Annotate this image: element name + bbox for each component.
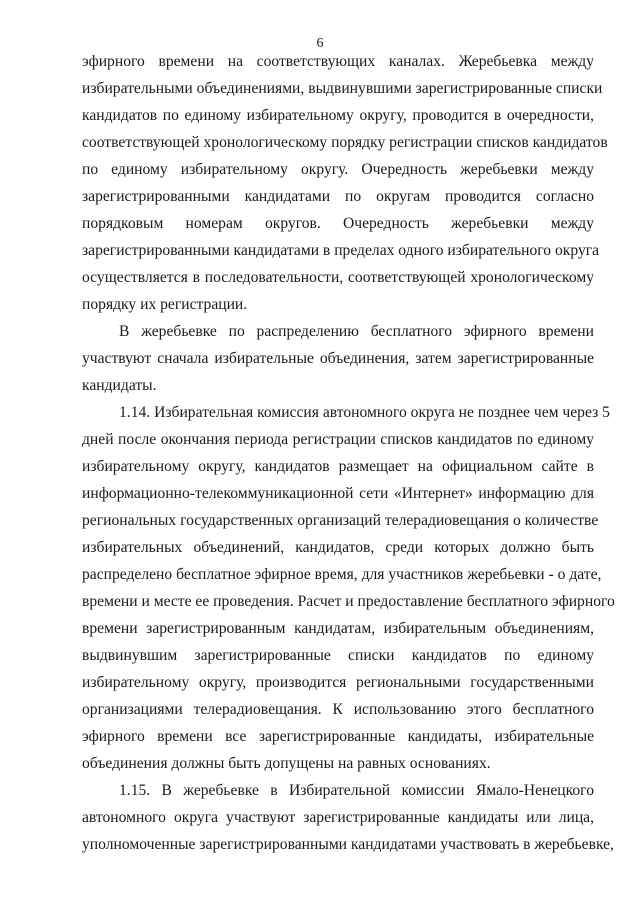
text-line: автономного округа участвуют зарегистрированные кандидаты или лица, <box>82 809 594 826</box>
text-line: эфирного времени все зарегистрированные кандидаты, избирательные <box>82 728 594 745</box>
text-line: выдвинувшим зарегистрированные списки кандидатов по единому <box>82 647 594 664</box>
text-line: уполномоченные зарегистрированными кандидатами участвовать в жеребьевке, <box>82 836 614 853</box>
text-line: зарегистрированными кандидатами по округам проводится согласно <box>82 188 594 205</box>
text-line: времени зарегистрированным кандидатам, избирательным объединениям, <box>82 620 594 637</box>
text-line: организациями телерадиовещания. К использованию этого бесплатного <box>82 701 594 718</box>
text-line: В жеребьевке по распределению бесплатного эфирного времени <box>119 323 594 340</box>
text-line: соответствующей хронологическому порядку регистрации списков кандидатов <box>82 134 608 151</box>
text-line: эфирного времени на соответствующих каналах. Жеребьевка между <box>82 53 594 70</box>
text-line: распределено бесплатное эфирное время, для участников жеребьевки - о дате, <box>82 566 602 583</box>
paragraph-p4 <box>82 777 614 858</box>
paragraph-p1 <box>82 48 608 318</box>
text-line: порядковым номерам округов. Очередность жеребьевки между <box>82 215 594 232</box>
text-line: объединения должны быть допущены на равных основаниях. <box>82 755 491 772</box>
page-number: 6 <box>316 36 324 51</box>
document-body <box>82 48 615 858</box>
text-line: кандидатов по единому избирательному округу, проводится в очередности, <box>82 107 594 124</box>
text-line: участвуют сначала избирательные объединения, затем зарегистрированные <box>82 350 594 367</box>
text-line: кандидаты. <box>82 377 157 394</box>
text-line: осуществляется в последовательности, соответствующей хронологическому <box>82 269 594 286</box>
text-line: избирательному округу, производится региональными государственными <box>82 674 594 691</box>
text-line: информационно-телекоммуникационной сети «Интернет» информацию для <box>82 485 594 502</box>
text-line: избирательными объединениями, выдвинувшими зарегистрированные списки <box>82 80 603 97</box>
text-line: зарегистрированными кандидатами в пределах одного избирательного округа <box>82 242 600 259</box>
text-line: дней после окончания периода регистрации списков кандидатов по единому <box>82 431 594 448</box>
text-line: времени и месте ее проведения. Расчет и предоставление бесплатного эфирного <box>82 593 615 610</box>
text-line: региональных государственных организаций телерадиовещания о количестве <box>82 512 599 529</box>
text-line: 1.14. Избирательная комиссия автономного округа не позднее чем через 5 <box>119 404 610 421</box>
text-line: порядку их регистрации. <box>82 296 248 313</box>
text-line: по единому избирательному округу. Очередность жеребьевки между <box>82 161 594 178</box>
text-line: избирательных объединений, кандидатов, среди которых должно быть <box>82 539 594 556</box>
paragraph-p2 <box>82 318 594 399</box>
text-line: 1.15. В жеребьевке в Избирательной комиссии Ямало-Ненецкого <box>119 782 594 799</box>
text-line: избирательному округу, кандидатов размещает на официальном сайте в <box>82 458 594 475</box>
paragraph-p3 <box>82 399 615 777</box>
